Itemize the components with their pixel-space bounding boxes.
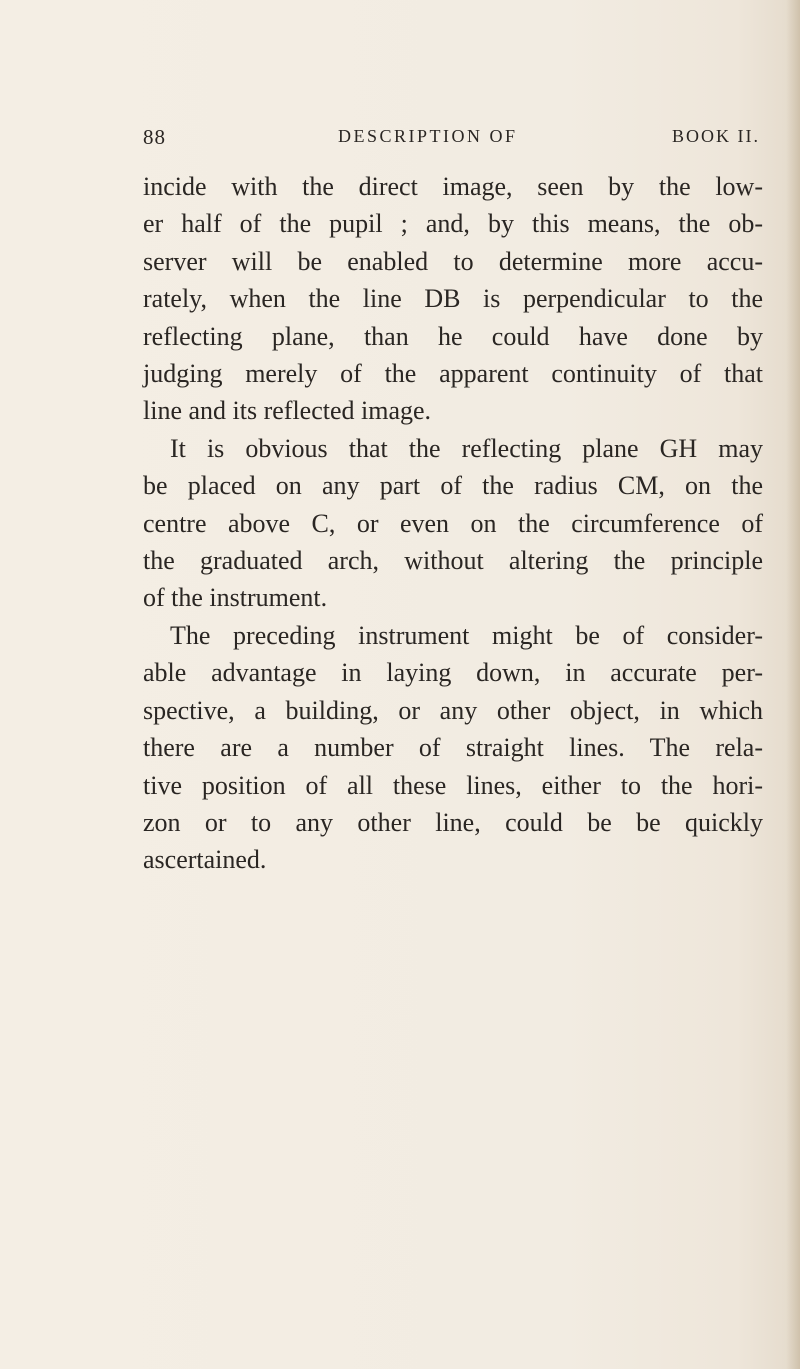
running-title: DESCRIPTION OF — [338, 126, 518, 146]
text-line: The preceding instrument might be of consider- — [170, 620, 763, 650]
text-line: reflecting plane, than he could have done by — [143, 321, 763, 351]
text-line: there are a number of straight lines. The rela- — [143, 733, 763, 763]
text-line: of the instrument. — [143, 583, 328, 613]
paragraph — [143, 430, 763, 617]
body-text — [143, 168, 763, 879]
text-line: judging merely of the apparent continuity of that — [143, 359, 763, 389]
text-line: incide with the direct image, seen by the low- — [143, 172, 763, 201]
text-line: er half of the pupil ; and, by this means, the ob- — [143, 209, 763, 239]
text-line: the graduated arch, without altering the principle — [143, 546, 763, 576]
running-header — [143, 125, 760, 155]
text-line: ascertained. — [143, 845, 267, 875]
text-line: server will be enabled to determine more accu- — [143, 246, 763, 276]
text-line: centre above C, or even on the circumference of — [143, 508, 763, 538]
paragraph — [143, 168, 763, 430]
text-line: be placed on any part of the radius CM, on the — [143, 471, 763, 501]
text-line: spective, a building, or any other object, in which — [143, 695, 763, 725]
book-reference: BOOK II. — [672, 126, 760, 146]
text-line: line and its reflected image. — [143, 396, 432, 426]
text-line: zon or to any other line, could be be quickly — [143, 807, 763, 837]
text-line: It is obvious that the reflecting plane GH may — [170, 433, 763, 463]
text-line: rately, when the line DB is perpendicular to the — [143, 284, 763, 314]
paragraph — [143, 617, 763, 879]
text-line: able advantage in laying down, in accurate per- — [143, 658, 763, 688]
page-number: 88 — [143, 125, 166, 149]
page-edge-shadow — [786, 0, 800, 1369]
text-line: tive position of all these lines, either to the hori- — [143, 770, 763, 800]
